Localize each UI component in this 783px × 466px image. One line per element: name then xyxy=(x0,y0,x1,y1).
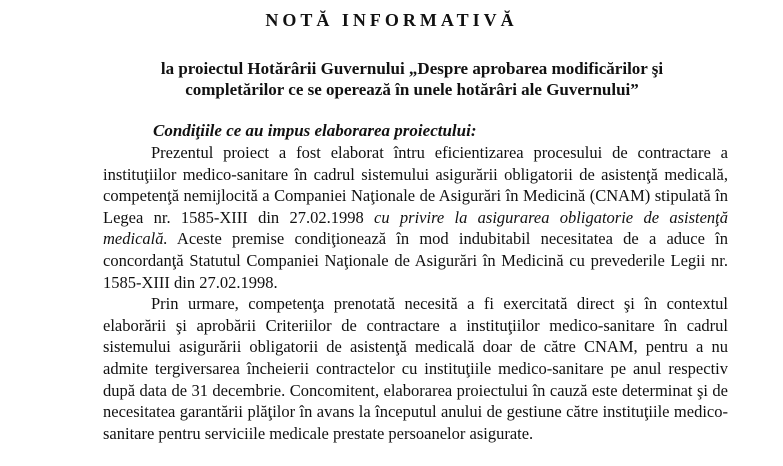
paragraph-1-part-a: Prezentul proiect a fost elaborat întru eficientizarea procesului de contractare a instituţiilor medico-sanitare în cadrul sistemului asigurării obligatorii de asistenţă medicală, competenţă nemijlocită a Companiei Naţionale de Asigurări în Medicină (CNAM) stipulată în Legea nr. 1585-XIII din 27.02.1998 xyxy=(103,143,728,227)
subtitle-line-2: completărilor ce se operează în unele hotărâri ale Guvernului” xyxy=(185,80,639,99)
section-heading: Condiţiile ce au impus elaborarea proiectului: xyxy=(153,121,477,140)
subtitle-line-1: la proiectul Hotărârii Guvernului „Despre aprobarea modificărilor şi xyxy=(160,59,664,78)
paragraph-1 xyxy=(103,142,728,293)
document-title: NOTĂ INFORMATIVĂ xyxy=(265,10,518,30)
body-text xyxy=(103,142,728,444)
paragraph-1-part-b: Aceste premise condiţionează în mod indubitabil necesitatea de a aduce în concordanţă Statutul Companiei Naţionale de Asigurări în Medicină cu prevederile Legii nr. 1585-XIII din 27.02.1998. xyxy=(103,229,728,292)
paragraph-2: Prin urmare, competenţa prenotată necesită a fi exercitată direct şi în contextul elaborării şi aprobării Criteriilor de contractare a instituţiilor medico-sanitare în cadrul sistemului asigurării obligatorii de asistenţă medicală doar de către CNAM, pentru a nu admite tergiversarea încheierii contractelor cu instituţiile medico-sanitare pe anul respectiv după data de 31 decembrie. Concomitent, elaborarea proiectului în cauză este determinat şi de necesitatea garantării plăţilor în avans la începutul anului de gestiune către instituţiile medico-sanitare pentru serviciile medicale prestate persoanelor asigurate. xyxy=(103,294,728,443)
document-subtitle xyxy=(112,58,712,100)
law-title-italic: cu privire la asigurarea obligatorie de asistenţă medicală. xyxy=(103,207,728,249)
